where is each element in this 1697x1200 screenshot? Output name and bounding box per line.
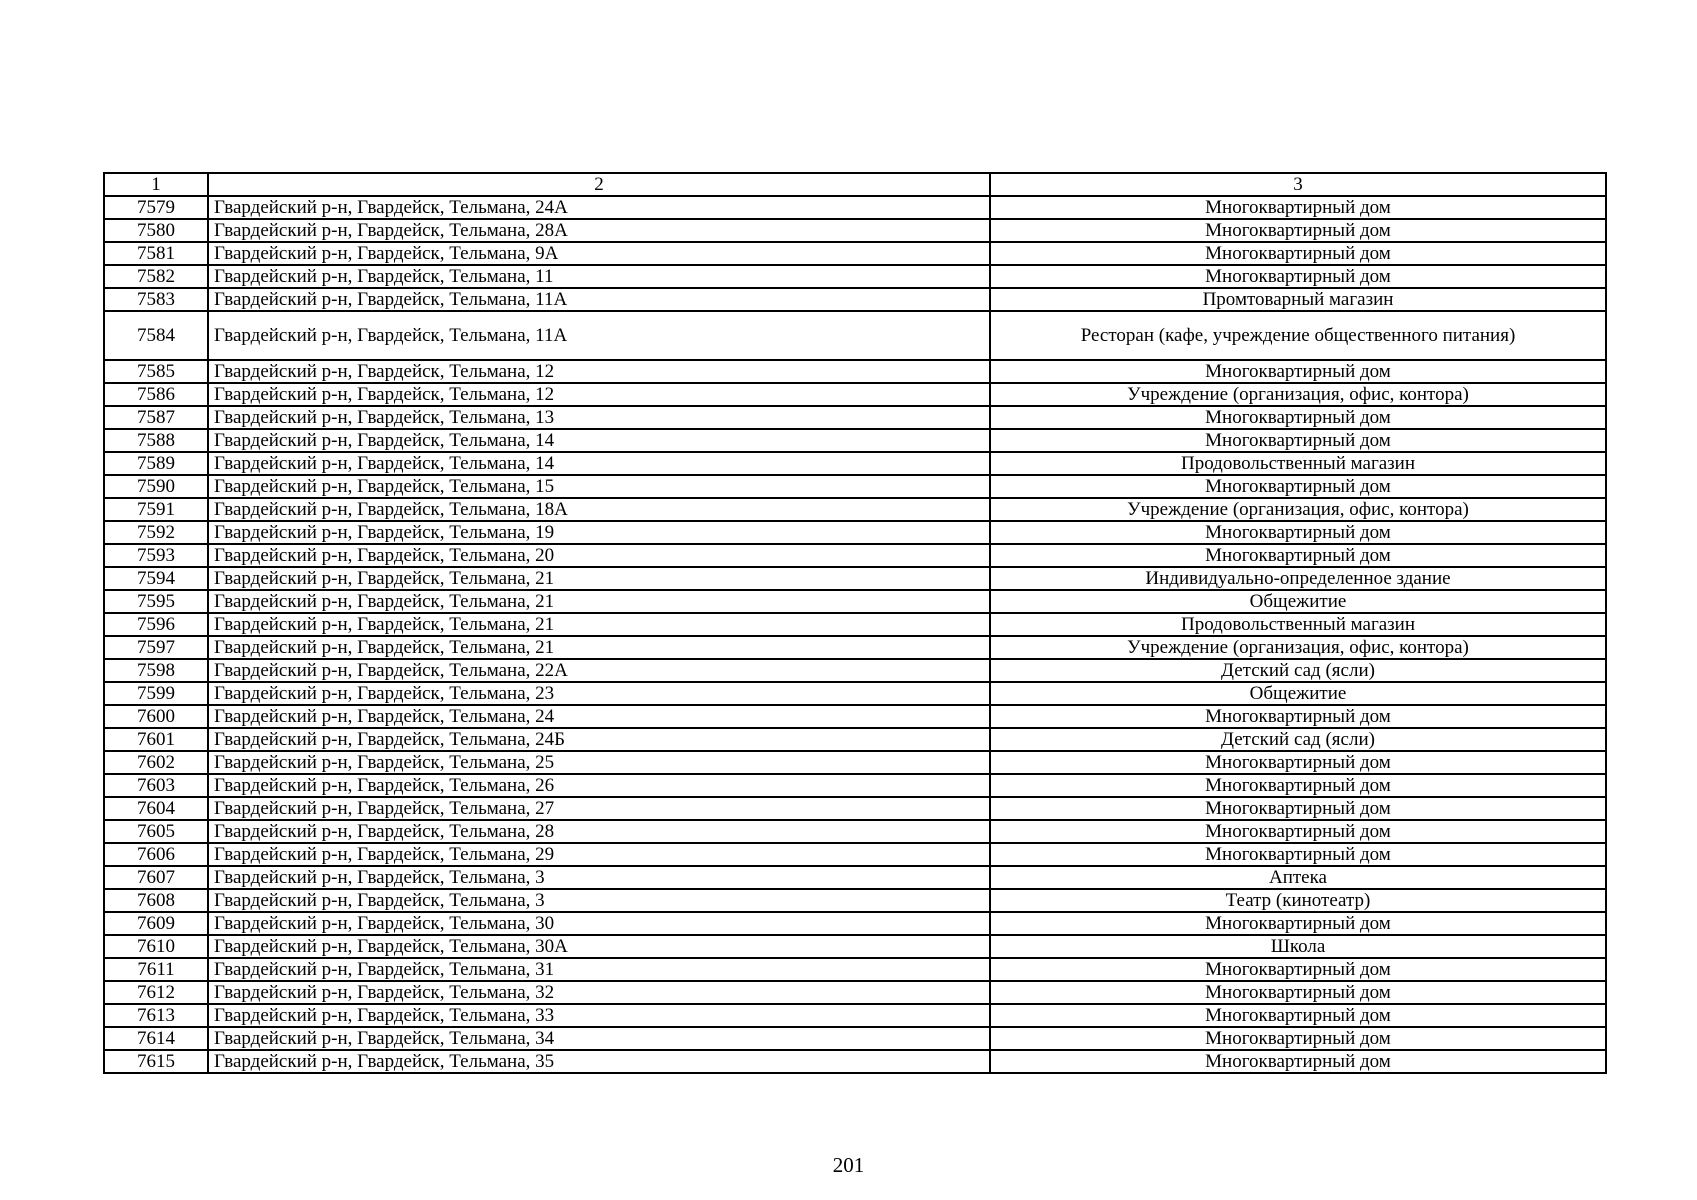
address-cell: Гвардейский р-н, Гвардейск, Тельмана, 31 — [208, 958, 990, 981]
table-row — [104, 728, 1606, 751]
building-type-cell: Аптека — [990, 866, 1606, 889]
row-number-cell: 7615 — [104, 1050, 208, 1073]
address-cell: Гвардейский р-н, Гвардейск, Тельмана, 35 — [208, 1050, 990, 1073]
building-type-cell: Многоквартирный дом — [990, 1004, 1606, 1027]
table-row — [104, 751, 1606, 774]
header-col-2: 2 — [208, 173, 990, 196]
row-number-cell: 7602 — [104, 751, 208, 774]
table-row — [104, 935, 1606, 958]
row-number-cell: 7594 — [104, 567, 208, 590]
row-number-cell: 7579 — [104, 196, 208, 219]
row-number-cell: 7589 — [104, 452, 208, 475]
address-cell: Гвардейский р-н, Гвардейск, Тельмана, 33 — [208, 1004, 990, 1027]
building-type-cell: Общежитие — [990, 682, 1606, 705]
row-number-cell: 7590 — [104, 475, 208, 498]
address-cell: Гвардейский р-н, Гвардейск, Тельмана, 14 — [208, 452, 990, 475]
address-cell: Гвардейский р-н, Гвардейск, Тельмана, 11А — [208, 311, 990, 360]
table-row — [104, 705, 1606, 728]
table-row — [104, 383, 1606, 406]
row-number-cell: 7595 — [104, 590, 208, 613]
address-cell: Гвардейский р-н, Гвардейск, Тельмана, 19 — [208, 521, 990, 544]
row-number-cell: 7593 — [104, 544, 208, 567]
row-number-cell: 7608 — [104, 889, 208, 912]
building-type-cell: Многоквартирный дом — [990, 360, 1606, 383]
row-number-cell: 7583 — [104, 288, 208, 311]
table-row — [104, 475, 1606, 498]
row-number-cell: 7613 — [104, 1004, 208, 1027]
table-row — [104, 1004, 1606, 1027]
address-cell: Гвардейский р-н, Гвардейск, Тельмана, 24Б — [208, 728, 990, 751]
address-cell: Гвардейский р-н, Гвардейск, Тельмана, 13 — [208, 406, 990, 429]
table-row — [104, 958, 1606, 981]
building-type-cell: Многоквартирный дом — [990, 820, 1606, 843]
building-type-cell: Многоквартирный дом — [990, 475, 1606, 498]
table-row — [104, 820, 1606, 843]
address-cell: Гвардейский р-н, Гвардейск, Тельмана, 23 — [208, 682, 990, 705]
address-cell: Гвардейский р-н, Гвардейск, Тельмана, 21 — [208, 636, 990, 659]
address-cell: Гвардейский р-н, Гвардейск, Тельмана, 28 — [208, 820, 990, 843]
address-cell: Гвардейский р-н, Гвардейск, Тельмана, 20 — [208, 544, 990, 567]
address-cell: Гвардейский р-н, Гвардейск, Тельмана, 3 — [208, 889, 990, 912]
row-number-cell: 7607 — [104, 866, 208, 889]
header-row — [104, 173, 1606, 196]
building-type-cell: Многоквартирный дом — [990, 242, 1606, 265]
row-number-cell: 7611 — [104, 958, 208, 981]
table-row — [104, 452, 1606, 475]
row-number-cell: 7588 — [104, 429, 208, 452]
row-number-cell: 7582 — [104, 265, 208, 288]
table-row — [104, 981, 1606, 1004]
row-number-cell: 7596 — [104, 613, 208, 636]
row-number-cell: 7587 — [104, 406, 208, 429]
building-type-cell: Многоквартирный дом — [990, 705, 1606, 728]
table-row — [104, 406, 1606, 429]
row-number-cell: 7580 — [104, 219, 208, 242]
address-cell: Гвардейский р-н, Гвардейск, Тельмана, 30А — [208, 935, 990, 958]
building-type-cell: Многоквартирный дом — [990, 265, 1606, 288]
table-row — [104, 866, 1606, 889]
address-cell: Гвардейский р-н, Гвардейск, Тельмана, 25 — [208, 751, 990, 774]
row-number-cell: 7604 — [104, 797, 208, 820]
row-number-cell: 7605 — [104, 820, 208, 843]
table-row — [104, 1027, 1606, 1050]
address-cell: Гвардейский р-н, Гвардейск, Тельмана, 34 — [208, 1027, 990, 1050]
row-number-cell: 7603 — [104, 774, 208, 797]
building-type-cell: Учреждение (организация, офис, контора) — [990, 636, 1606, 659]
table-row — [104, 311, 1606, 360]
building-type-cell: Многоквартирный дом — [990, 981, 1606, 1004]
building-type-cell: Многоквартирный дом — [990, 774, 1606, 797]
building-type-cell: Многоквартирный дом — [990, 843, 1606, 866]
table-row — [104, 636, 1606, 659]
row-number-cell: 7581 — [104, 242, 208, 265]
building-type-cell: Многоквартирный дом — [990, 521, 1606, 544]
address-cell: Гвардейский р-н, Гвардейск, Тельмана, 14 — [208, 429, 990, 452]
row-number-cell: 7597 — [104, 636, 208, 659]
table-row — [104, 360, 1606, 383]
table-row — [104, 498, 1606, 521]
building-type-cell: Учреждение (организация, офис, контора) — [990, 498, 1606, 521]
address-cell: Гвардейский р-н, Гвардейск, Тельмана, 28А — [208, 219, 990, 242]
address-cell: Гвардейский р-н, Гвардейск, Тельмана, 30 — [208, 912, 990, 935]
address-cell: Гвардейский р-н, Гвардейск, Тельмана, 18А — [208, 498, 990, 521]
table-row — [104, 544, 1606, 567]
table-row — [104, 219, 1606, 242]
address-cell: Гвардейский р-н, Гвардейск, Тельмана, 12 — [208, 383, 990, 406]
building-type-cell: Ресторан (кафе, учреждение общественного питания) — [990, 311, 1606, 360]
table-header — [104, 173, 1606, 196]
address-cell: Гвардейский р-н, Гвардейск, Тельмана, 26 — [208, 774, 990, 797]
building-type-cell: Продовольственный магазин — [990, 613, 1606, 636]
row-number-cell: 7584 — [104, 311, 208, 360]
building-type-cell: Многоквартирный дом — [990, 196, 1606, 219]
building-type-cell: Многоквартирный дом — [990, 912, 1606, 935]
table-row — [104, 912, 1606, 935]
building-type-cell: Промтоварный магазин — [990, 288, 1606, 311]
address-cell: Гвардейский р-н, Гвардейск, Тельмана, 11 — [208, 265, 990, 288]
table-row — [104, 613, 1606, 636]
building-type-cell: Многоквартирный дом — [990, 219, 1606, 242]
building-type-cell: Школа — [990, 935, 1606, 958]
row-number-cell: 7609 — [104, 912, 208, 935]
row-number-cell: 7612 — [104, 981, 208, 1004]
address-cell: Гвардейский р-н, Гвардейск, Тельмана, 11А — [208, 288, 990, 311]
row-number-cell: 7599 — [104, 682, 208, 705]
table-row — [104, 682, 1606, 705]
building-type-cell: Детский сад (ясли) — [990, 659, 1606, 682]
building-type-cell: Многоквартирный дом — [990, 797, 1606, 820]
building-type-cell: Многоквартирный дом — [990, 544, 1606, 567]
row-number-cell: 7610 — [104, 935, 208, 958]
row-number-cell: 7601 — [104, 728, 208, 751]
building-type-cell: Многоквартирный дом — [990, 751, 1606, 774]
building-type-cell: Многоквартирный дом — [990, 958, 1606, 981]
address-cell: Гвардейский р-н, Гвардейск, Тельмана, 12 — [208, 360, 990, 383]
address-cell: Гвардейский р-н, Гвардейск, Тельмана, 21 — [208, 613, 990, 636]
building-type-cell: Продовольственный магазин — [990, 452, 1606, 475]
row-number-cell: 7614 — [104, 1027, 208, 1050]
address-cell: Гвардейский р-н, Гвардейск, Тельмана, 22А — [208, 659, 990, 682]
building-type-cell: Многоквартирный дом — [990, 406, 1606, 429]
row-number-cell: 7598 — [104, 659, 208, 682]
building-type-cell: Индивидуально-определенное здание — [990, 567, 1606, 590]
table-row — [104, 567, 1606, 590]
row-number-cell: 7600 — [104, 705, 208, 728]
header-col-3: 3 — [990, 173, 1606, 196]
table-row — [104, 590, 1606, 613]
buildings-table — [103, 172, 1607, 1074]
building-type-cell: Многоквартирный дом — [990, 1027, 1606, 1050]
building-type-cell: Детский сад (ясли) — [990, 728, 1606, 751]
table-row — [104, 521, 1606, 544]
table-row — [104, 843, 1606, 866]
address-cell: Гвардейский р-н, Гвардейск, Тельмана, 29 — [208, 843, 990, 866]
address-cell: Гвардейский р-н, Гвардейск, Тельмана, 21 — [208, 567, 990, 590]
table-row — [104, 288, 1606, 311]
table-row — [104, 889, 1606, 912]
table-body — [104, 196, 1606, 1073]
page-number: 201 — [832, 1153, 865, 1177]
table-row — [104, 659, 1606, 682]
building-type-cell: Театр (кинотеатр) — [990, 889, 1606, 912]
address-cell: Гвардейский р-н, Гвардейск, Тельмана, 21 — [208, 590, 990, 613]
row-number-cell: 7591 — [104, 498, 208, 521]
table-row — [104, 265, 1606, 288]
row-number-cell: 7585 — [104, 360, 208, 383]
row-number-cell: 7592 — [104, 521, 208, 544]
table-row — [104, 242, 1606, 265]
building-type-cell: Многоквартирный дом — [990, 429, 1606, 452]
table-row — [104, 1050, 1606, 1073]
address-cell: Гвардейский р-н, Гвардейск, Тельмана, 24А — [208, 196, 990, 219]
row-number-cell: 7586 — [104, 383, 208, 406]
table-row — [104, 196, 1606, 219]
table-row — [104, 429, 1606, 452]
row-number-cell: 7606 — [104, 843, 208, 866]
building-type-cell: Общежитие — [990, 590, 1606, 613]
address-cell: Гвардейский р-н, Гвардейск, Тельмана, 32 — [208, 981, 990, 1004]
address-cell: Гвардейский р-н, Гвардейск, Тельмана, 24 — [208, 705, 990, 728]
header-col-1: 1 — [104, 173, 208, 196]
building-type-cell: Учреждение (организация, офис, контора) — [990, 383, 1606, 406]
building-type-cell: Многоквартирный дом — [990, 1050, 1606, 1073]
address-cell: Гвардейский р-н, Гвардейск, Тельмана, 15 — [208, 475, 990, 498]
table-row — [104, 797, 1606, 820]
address-cell: Гвардейский р-н, Гвардейск, Тельмана, 27 — [208, 797, 990, 820]
table-row — [104, 774, 1606, 797]
address-cell: Гвардейский р-н, Гвардейск, Тельмана, 3 — [208, 866, 990, 889]
address-cell: Гвардейский р-н, Гвардейск, Тельмана, 9А — [208, 242, 990, 265]
